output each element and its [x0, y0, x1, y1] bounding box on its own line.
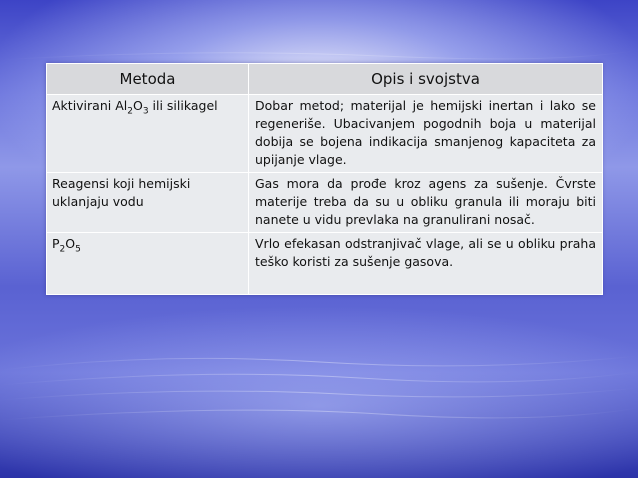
table-row [47, 233, 603, 295]
methods-table-container [46, 63, 602, 295]
description-cell: Gas mora da prođe kroz agens za sušenje. Čvrste materije treba da su u obliku granula ili moraju biti nanete u vidu prevlaka na granulirani nosač. [249, 173, 603, 233]
table-header-row [47, 64, 603, 95]
method-cell: Aktivirani $Al_2O_3$ ili silikagel [47, 95, 249, 173]
header-opis: Opis i svojstva [249, 64, 603, 95]
method-cell: Reagensi koji hemijski uklanjaju vodu [47, 173, 249, 233]
header-metoda: Metoda [47, 64, 249, 95]
table-row [47, 95, 603, 173]
method-cell: $P_2O_5$ [47, 233, 249, 295]
description-cell: Vrlo efekasan odstranjivač vlage, ali se u obliku praha teško koristi za sušenje gasova. [249, 233, 603, 295]
table-row [47, 173, 603, 233]
description-cell: Dobar metod; materijal je hemijski inertan i lako se regeneriše. Ubacivanjem pogodnih boja u materijal dobija se bojena indikacija smanjenog kapaciteta za upijanje vlage. [249, 95, 603, 173]
methods-table [46, 63, 603, 295]
